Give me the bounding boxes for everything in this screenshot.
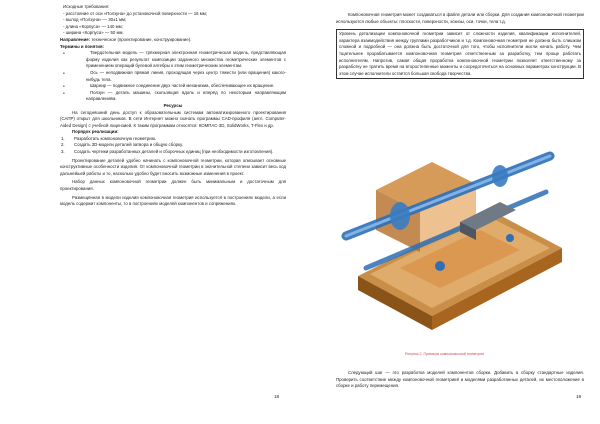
procedure-number: 3. (61, 149, 65, 155)
direction-line (60, 37, 286, 44)
term-item: ● Твердотельная модель — трёхмерная электронная геометрическая модель, представляющая форму изделия как результат композиции заданного множества геометрических элементов с применением операций булевой алгебры к этим геометрическим элементам. (60, 50, 286, 70)
procedure-item (60, 149, 286, 156)
procedure-item (60, 142, 286, 149)
figure-caption: Рисунок 2. Примеры компоновочной геометрии (405, 352, 485, 356)
requirement-item: - расстояние от оси «Ползуна» до установочной поверхности — 16 мм; (63, 10, 207, 16)
requirement-item: - ширина «Корпуса» — 50 мм. (63, 30, 124, 36)
right-page-bottom (300, 358, 600, 390)
body-paragraph: Набор данных компоновочной геометрии должен быть минимальным и достаточным для проектирования. (60, 179, 286, 192)
requirements-heading: Исходные требования: (63, 4, 110, 9)
term-item: ● Шарнир — подвижное соединение двух частей механизма, обеспечивающее их вращение. (60, 83, 286, 90)
resources-text: На сегодняшний день доступ к образовательным системам автоматизированного проектирования (САПР) открыт для школьников. В сети Интернет можно скачать программы САD-профиля (англ. Computer-Aided Design) с учебной лицензией. К таким программам относятся: КОМПАС-3D, SolidWorks, T-Flex и др. (60, 109, 286, 128)
resources-heading: Ресурсы (163, 102, 183, 108)
procedure-number: 2. (61, 142, 65, 148)
requirement-item: - длина «Корпуса» — 140 мм; (63, 23, 123, 29)
procedure-text: Создать 3D-модели деталей затвора и общую сборку. (74, 142, 183, 148)
body-paragraph: Компоновочная геометрия может создаваться в файле детали или сборки. Для создания компоновочной геометрии используются любые объекты: плоскости, поверхности, эскизы, оси, точки, тела т.д. (336, 12, 584, 24)
procedure-text: Создать чертежи разработанных деталей и сборочных единиц (при необходимости изготовления). (74, 149, 274, 155)
procedure-number: 1. (61, 135, 65, 141)
term-item: ● Ползун — деталь машины, скользящая вдоль и вперёд по некоторым направляющим направлениям. (60, 90, 286, 103)
body-paragraph: Размещённая в модели изделия компоновочная геометрия используется в построениях модели, а если модель содержит компоненты, то в построениях моделей компонентов и сопряжениях. (60, 194, 286, 207)
boxed-paragraph: Уровень детализации компоновочной геометрии зависит от сложности изделия, квалификации исполнителей, характера взаимодействия между группами разработчиков и т.д. Компоновочная геометрия не должна быть слишком сложной и подробной — она должна быть достаточной для того, чтобы исполнители могли начать работу. Чем тщательнее прорабатывается компоновочная геометрия ответственным за разработку, тем проще работать исполнителям. Напротив, самая общая проработка компоновочной геометрии позволяет ответственному за разработку не тратить время на второстепенные моменты и сосредоточиться на основных параметрах конструкции. В этом случае исполнители остаётся большая свобода творчества. (336, 29, 584, 79)
direction-text: техническое (проектирование, конструирование). (90, 36, 192, 42)
body-paragraph: Проектирование деталей удобно начинать с компоновочной геометрии, которая описывает основные конструктивные особенности изделия. От компоновочной геометрии в значительной степени зависит весь ход дальнейшей работы и то, насколько удобно будет вносить возможные изменения в проект. (60, 157, 286, 176)
term-item: ● Ось — неподвижная прямая линия, проходящая через центр тяжести (или вращения) какого-нибудь тела. (60, 70, 286, 83)
page-number-right: 19 (576, 394, 582, 399)
body-paragraph: Следующий шаг — это разработка моделей компонентов сборки. Добавить в сборку стандартные изделия. Проверить соответствие между компоновочной геометрией и моделями разработанных деталей, их местоположение в сборке и работу перемещения. (336, 370, 584, 389)
requirement-item: - вылод «Ползуна» — 30±1 мм; (63, 17, 127, 23)
direction-label: Направление: (60, 36, 91, 42)
page-number-left: 18 (274, 394, 280, 399)
procedure-heading: Порядок реализации: (72, 129, 119, 135)
assembly-figure (340, 148, 570, 348)
terms-heading: Термины и понятия: (60, 43, 104, 49)
procedure-item (60, 136, 286, 143)
procedure-text: Разработать компоновочную геометрию. (74, 135, 157, 141)
